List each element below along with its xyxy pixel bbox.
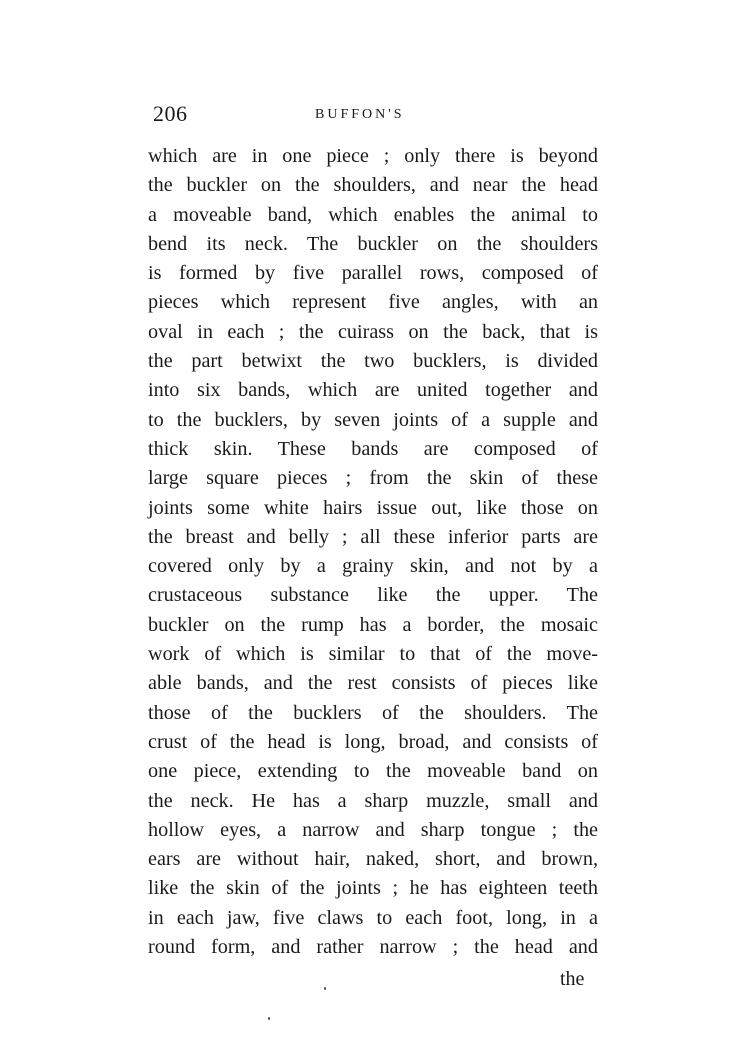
- text-line: able bands, and the rest consists of pieces like: [148, 672, 598, 695]
- text-line: those of the bucklers of the shoulders. The: [148, 701, 598, 724]
- text-line: to the bucklers, by seven joints of a supple and: [148, 408, 598, 431]
- text-line: the part betwixt the two bucklers, is divided: [148, 350, 598, 373]
- body-text: [148, 142, 598, 962]
- text-line: is formed by five parallel rows, composed of: [148, 262, 598, 285]
- text-line: in each jaw, five claws to each foot, long, in a: [148, 906, 598, 929]
- text-line: like the skin of the joints ; he has eighteen teeth: [148, 877, 598, 900]
- text-line: buckler on the rump has a border, the mosaic: [148, 613, 598, 636]
- running-title: BUFFON'S: [315, 107, 405, 122]
- ink-speck: [324, 987, 326, 990]
- text-line: thick skin. These bands are composed of: [148, 437, 598, 460]
- text-line: ears are without hair, naked, short, and brown,: [148, 848, 598, 871]
- text-line: the neck. He has a sharp muzzle, small and: [148, 789, 598, 812]
- text-line: the buckler on the shoulders, and near the head: [148, 174, 598, 197]
- text-line: round form, and rather narrow ; the head and: [148, 936, 598, 959]
- text-line: crustaceous substance like the upper. The: [148, 584, 598, 607]
- text-line: which are in one piece ; only there is beyond: [148, 145, 598, 167]
- text-line: pieces which represent five angles, with an: [148, 291, 598, 314]
- text-line: crust of the head is long, broad, and consists of: [148, 730, 598, 753]
- catchword: the: [560, 968, 585, 990]
- text-line: joints some white hairs issue out, like those on: [148, 496, 598, 519]
- text-line: into six bands, which are united together and: [148, 379, 598, 402]
- text-line: the breast and belly ; all these inferior parts are: [148, 525, 598, 548]
- ink-speck: [268, 1017, 270, 1020]
- text-line: large square pieces ; from the skin of these: [148, 467, 598, 490]
- text-line: work of which is similar to that of the move-: [148, 643, 598, 666]
- text-line: one piece, extending to the moveable band on: [148, 760, 598, 783]
- page-number: 206: [153, 101, 188, 126]
- text-line: bend its neck. The buckler on the shoulders: [148, 232, 598, 255]
- text-line: oval in each ; the cuirass on the back, that is: [148, 320, 598, 343]
- text-line: hollow eyes, a narrow and sharp tongue ; the: [148, 818, 598, 841]
- text-line: a moveable band, which enables the animal to: [148, 203, 598, 226]
- text-line: covered only by a grainy skin, and not by a: [148, 555, 598, 578]
